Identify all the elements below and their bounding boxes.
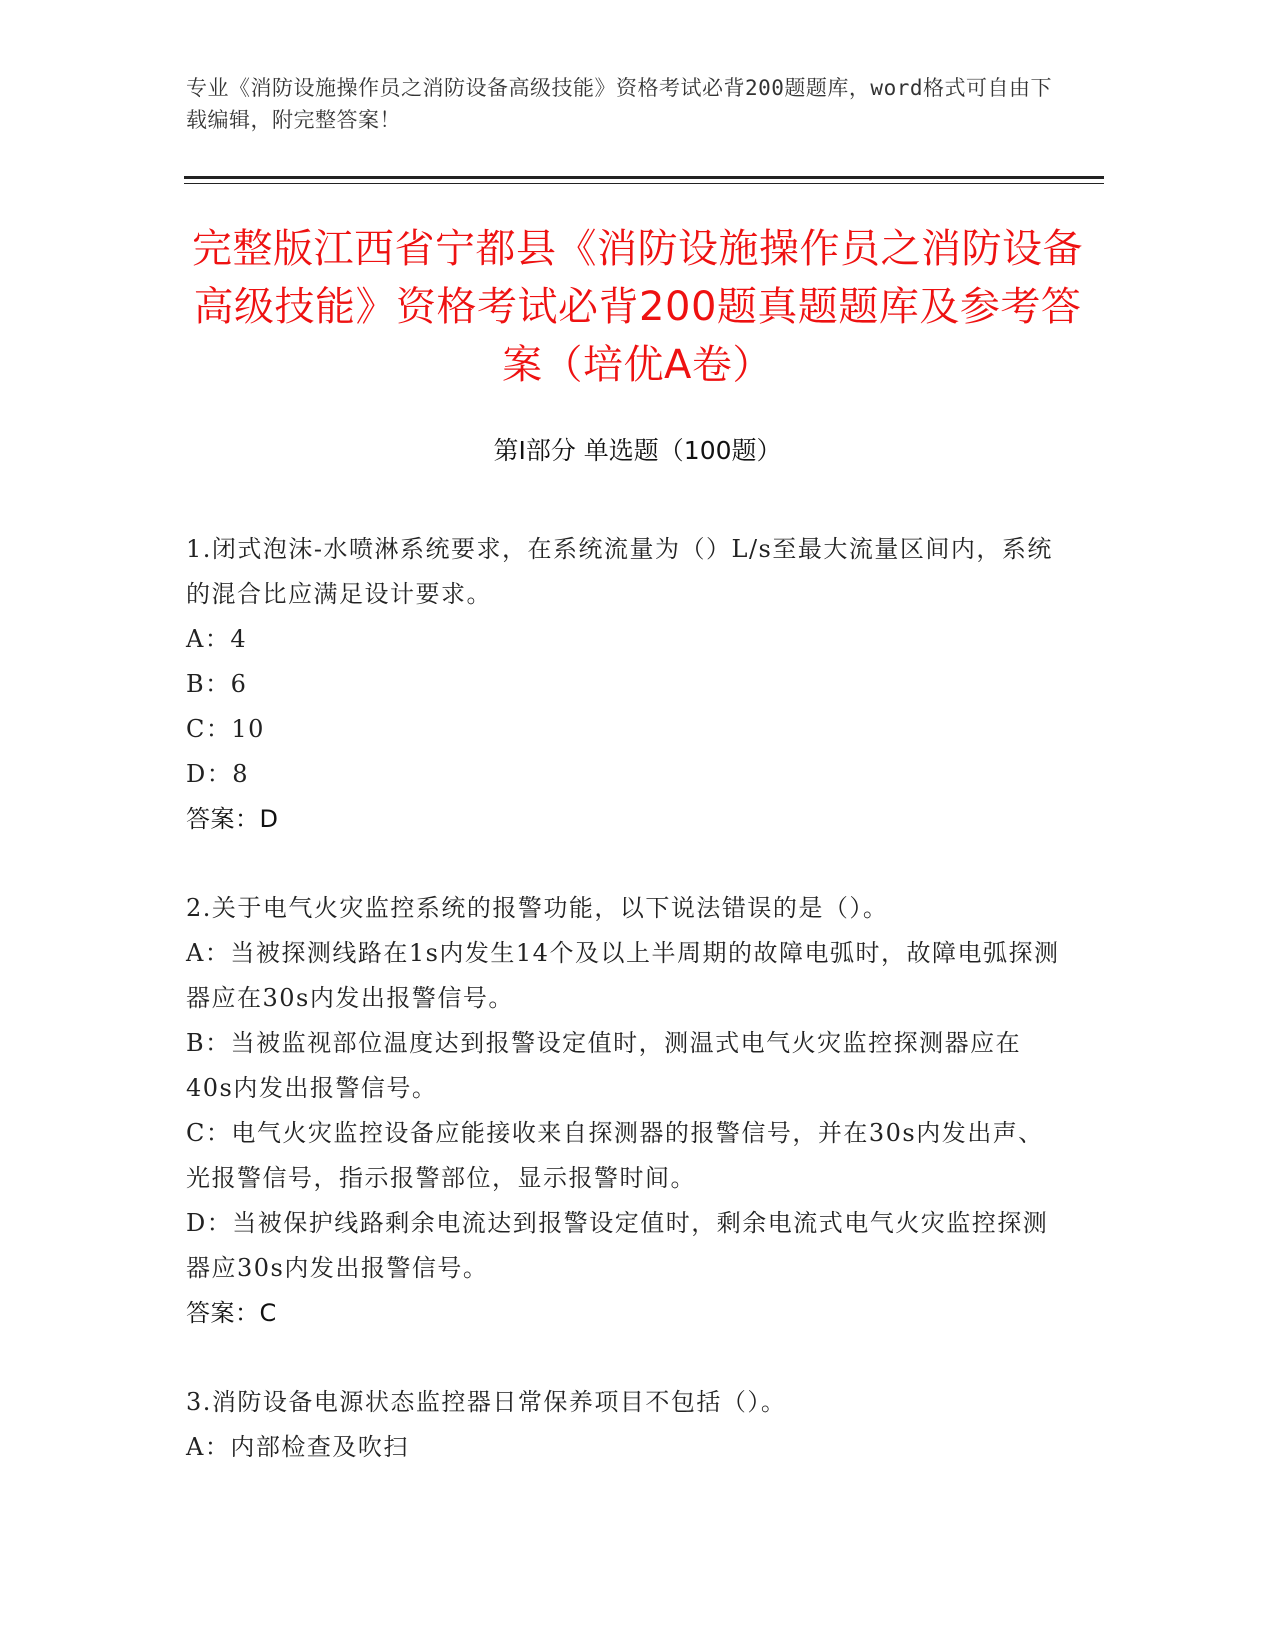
- option-a: A：4: [186, 625, 248, 653]
- section-title: 第I部分 单选题（100题）: [493, 436, 782, 465]
- answer-line: 答案：D: [186, 805, 279, 833]
- question-3: [186, 1380, 1066, 1470]
- answer-line: 答案：C: [186, 1299, 277, 1327]
- document-title: 完整版江西省宁都县《消防设施操作员之消防设备高级技能》资格考试必背200题真题题库及参考答案（培优A卷）: [192, 226, 1083, 388]
- option-d: D：当被保护线路剩余电流达到报警设定值时，剩余电流式电气火灾监控探测器应30s内发出报警信号。: [186, 1209, 1049, 1282]
- header-note: 专业《消防设施操作员之消防设备高级技能》资格考试必背200题题库，word格式可自由下载编辑，附完整答案！: [186, 76, 1052, 132]
- option-a: A：当被探测线路在1s内发生14个及以上半周期的故障电弧时，故障电弧探测器应在30s内发出报警信号。: [186, 939, 1060, 1012]
- option-c: C：电气火灾监控设备应能接收来自探测器的报警信号，并在30s内发出声、光报警信号，指示报警部位，显示报警时间。: [186, 1119, 1044, 1192]
- header-rule-thick: [184, 176, 1104, 179]
- question-stem: 1.闭式泡沫-水喷淋系统要求，在系统流量为（）L/s至最大流量区间内，系统的混合比应满足设计要求。: [186, 535, 1053, 608]
- option-a: A：内部检查及吹扫: [186, 1433, 409, 1461]
- option-c: C：10: [186, 715, 265, 743]
- header-rule-thin: [184, 183, 1104, 184]
- option-b: B：6: [186, 670, 248, 698]
- question-stem: 2.关于电气火灾监控系统的报警功能，以下说法错误的是（）。: [186, 894, 889, 922]
- question-1: [186, 527, 1066, 842]
- question-2: [186, 886, 1066, 1336]
- question-spacer: [186, 1336, 1066, 1380]
- question-stem: 3.消防设备电源状态监控器日常保养项目不包括（）。: [186, 1388, 787, 1416]
- option-d: D：8: [186, 760, 250, 788]
- question-list: [186, 527, 1066, 1470]
- option-b: B：当被监视部位温度达到报警设定值时，测温式电气火灾监控探测器应在40s内发出报警信号。: [186, 1029, 1022, 1102]
- question-spacer: [186, 842, 1066, 886]
